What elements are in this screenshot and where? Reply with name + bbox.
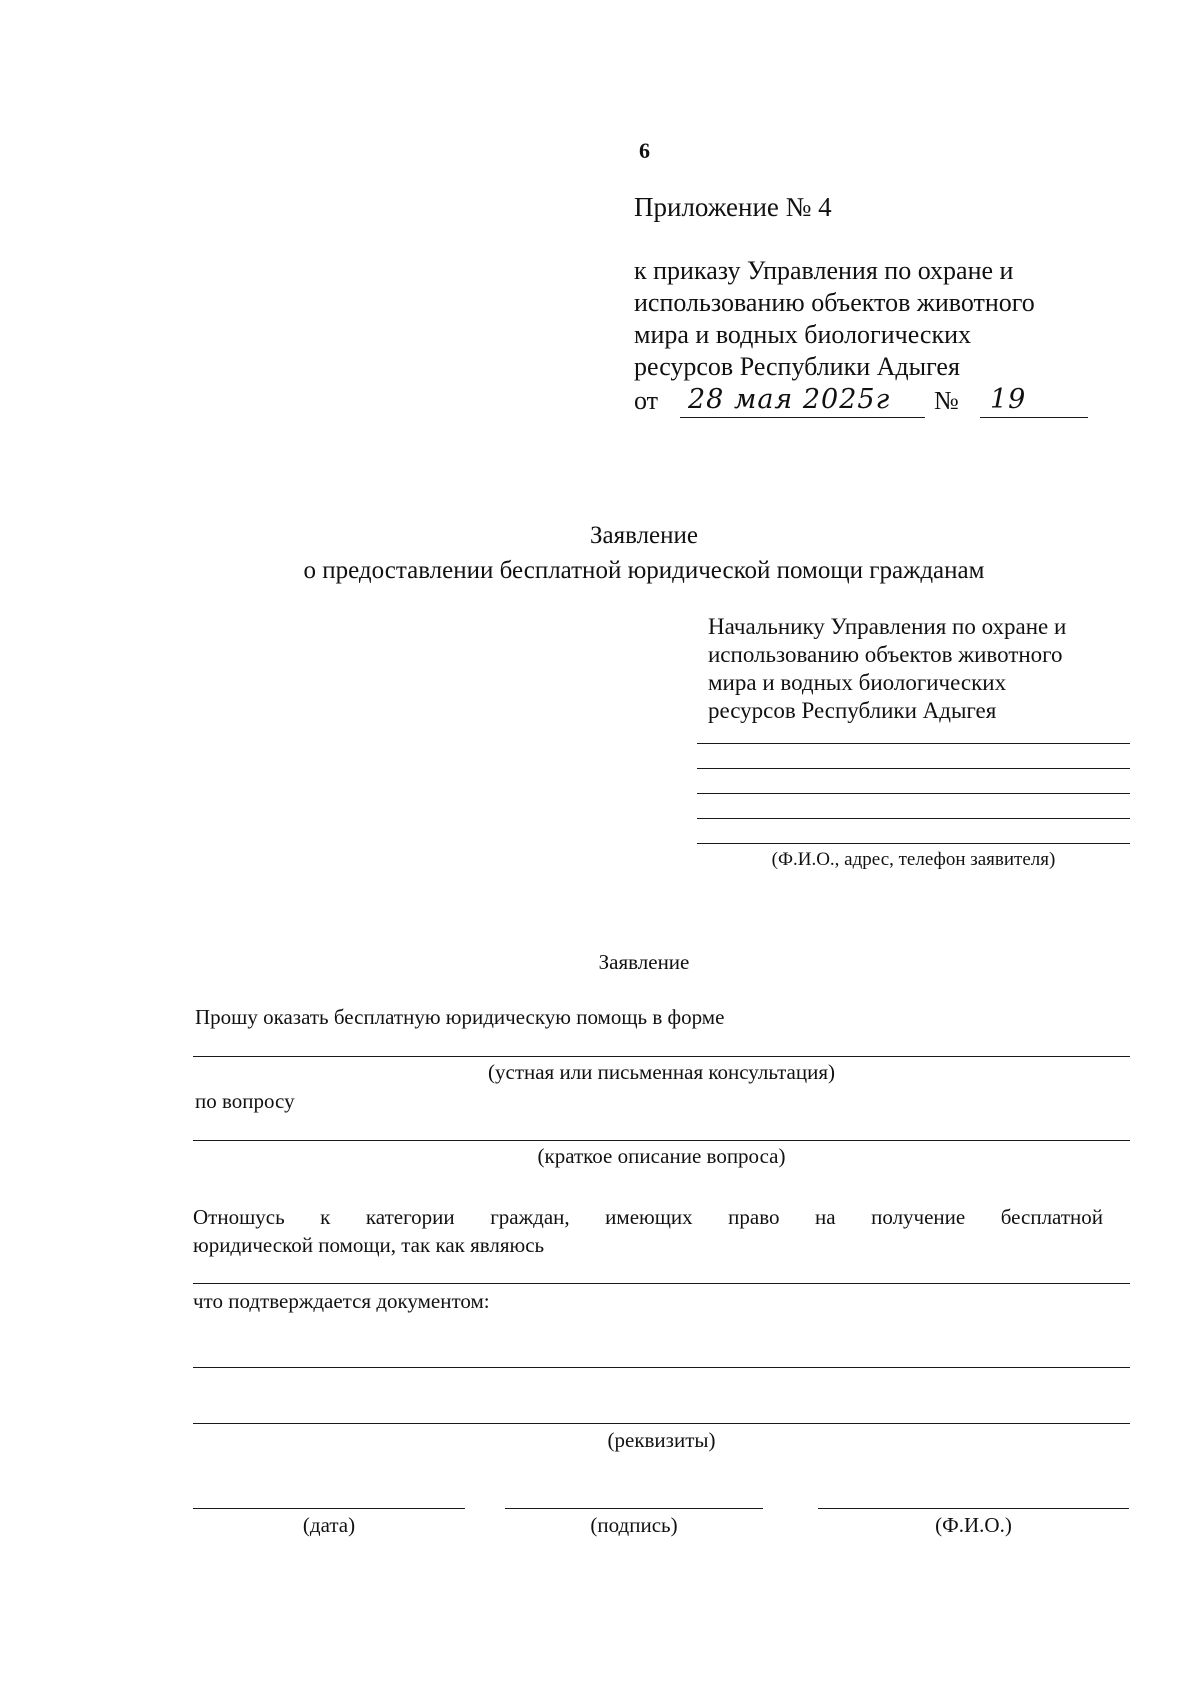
addressee-line: использованию объектов животного <box>708 642 1063 667</box>
applicant-line-5 <box>697 843 1130 844</box>
applicant-line-1 <box>697 743 1130 744</box>
application-heading: Заявление <box>598 950 690 974</box>
requisites-caption: (реквизиты) <box>607 1428 716 1452</box>
question-line <box>193 1140 1130 1141</box>
appendix-line: к приказу Управления по охране и <box>634 256 1014 285</box>
appendix-line: мира и водных биологических <box>634 320 971 349</box>
order-date-underline <box>680 417 925 418</box>
appendix-line: ресурсов Республики Адыгея <box>634 352 960 381</box>
appendix-line: использованию объектов животного <box>634 288 1035 317</box>
consultation-form-line <box>193 1056 1130 1057</box>
request-text: Прошу оказать бесплатную юридическую помощь в форме <box>195 1005 725 1029</box>
applicant-line-3 <box>697 793 1130 794</box>
category-text-continued: юридической помощи, так как являюсь <box>193 1233 545 1257</box>
from-label: от <box>634 386 659 415</box>
signature-line <box>505 1508 763 1509</box>
appendix-title: Приложение № 4 <box>634 192 832 222</box>
addressee-line: мира и водных биологических <box>708 670 1007 695</box>
appendix-order-reference <box>634 255 1035 383</box>
page-number: 6 <box>639 138 650 163</box>
consultation-form-caption: (устная или письменная консультация) <box>488 1060 835 1084</box>
number-label: № <box>934 386 959 415</box>
applicant-line-4 <box>697 818 1130 819</box>
signature-caption: (подпись) <box>590 1513 678 1537</box>
date-line <box>193 1508 465 1509</box>
name-caption: (Ф.И.О.) <box>935 1513 1012 1537</box>
order-number-handwritten: 19 <box>990 384 1027 415</box>
form-subtitle: о предоставлении бесплатной юридической помощи гражданам <box>303 557 985 584</box>
confirmed-by-text: что подтверждается документом: <box>193 1289 490 1313</box>
order-date-handwritten: 28 мая 2025г <box>688 384 891 415</box>
question-label: по вопросу <box>195 1089 295 1113</box>
name-line <box>818 1508 1129 1509</box>
addressee-line: ресурсов Республики Адыгея <box>708 698 997 723</box>
addressee-block <box>708 613 1066 725</box>
order-number-underline <box>980 417 1088 418</box>
question-caption: (краткое описание вопроса) <box>537 1144 786 1168</box>
document-line-2 <box>193 1423 1130 1424</box>
addressee-line: Начальнику Управления по охране и <box>708 614 1067 639</box>
category-text: Отношусь к категории граждан, имеющих право на получение бесплатной <box>193 1205 1103 1229</box>
date-caption: (дата) <box>302 1513 356 1537</box>
form-title: Заявление <box>589 522 699 549</box>
applicant-caption: (Ф.И.О., адрес, телефон заявителя) <box>771 849 1056 870</box>
category-line <box>193 1283 1130 1284</box>
applicant-line-2 <box>697 768 1130 769</box>
document-line-1 <box>193 1367 1130 1368</box>
